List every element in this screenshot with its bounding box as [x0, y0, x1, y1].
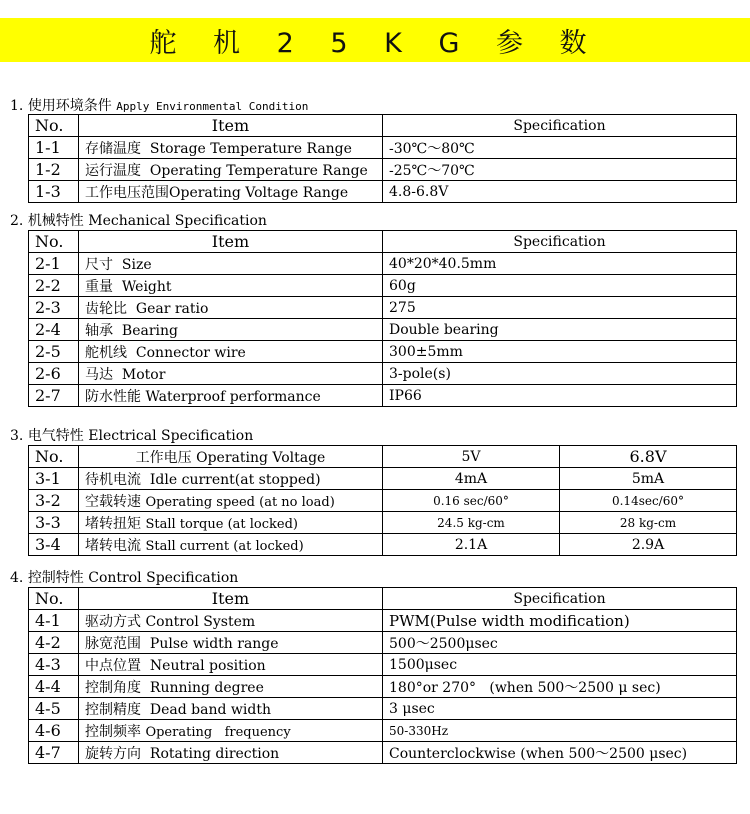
- table-row: 1-2 运行温度 Operating Temperature Range -25℃～70℃: [29, 159, 737, 181]
- title-banner: [0, 18, 750, 62]
- table-header-row: No. Item Specification: [29, 588, 737, 610]
- control-table: [28, 587, 737, 764]
- table-row: 3-2 空载转速 Operating speed (at no load) 0.16 sec/60° 0.14sec/60°: [29, 490, 737, 512]
- table-row: 3-1 待机电流 Idle current(at stopped) 4mA 5mA: [29, 468, 737, 490]
- table-row: 2-7 防水性能 Waterproof performance IP66: [29, 385, 737, 407]
- table-row: 2-5 舵机线 Connector wire 300±5mm: [29, 341, 737, 363]
- table-row: 4-1 驱动方式 Control System PWM(Pulse width modification): [29, 610, 737, 632]
- page-title: 舵 机 2 5 K G 参 数: [149, 27, 601, 59]
- table-row: 4-5 控制精度 Dead band width 3 μsec: [29, 698, 737, 720]
- table-row: 4-7 旋转方向 Rotating direction Counterclockwise (when 500～2500 μsec): [29, 742, 737, 764]
- table-row: 4-4 控制角度 Running degree 180°or 270° (when 500～2500 μ sec): [29, 676, 737, 698]
- table-row: 1-3 工作电压范围Operating Voltage Range 4.8-6.8V: [29, 181, 737, 203]
- electrical-table: [28, 445, 737, 556]
- table-header-row: No. Item Specification: [29, 231, 737, 253]
- table-row: 2-6 马达 Motor 3-pole(s): [29, 363, 737, 385]
- table-row: 3-4 堵转电流 Stall current (at locked) 2.1A 2.9A: [29, 534, 737, 556]
- table-row: 2-1 尺寸 Size 40*20*40.5mm: [29, 253, 737, 275]
- environment-table: [28, 114, 737, 203]
- mechanical-table: [28, 230, 737, 407]
- table-row: 2-4 轴承 Bearing Double bearing: [29, 319, 737, 341]
- table-header-row: No. Item Specification: [29, 115, 737, 137]
- section-heading-mechanical: 2. 机械特性 Mechanical Specification: [10, 213, 267, 229]
- table-row: 2-2 重量 Weight 60g: [29, 275, 737, 297]
- table-row: 1-1 存储温度 Storage Temperature Range -30℃～80℃: [29, 137, 737, 159]
- table-row: 4-2 脉宽范围 Pulse width range 500～2500μsec: [29, 632, 737, 654]
- section-heading-electrical: 3. 电气特性 Electrical Specification: [10, 428, 254, 444]
- section-heading-control: 4. 控制特性 Control Specification: [10, 570, 239, 586]
- table-row: 3-3 堵转扭矩 Stall torque (at locked) 24.5 kg-cm 28 kg-cm: [29, 512, 737, 534]
- table-row: 4-6 控制频率 Operating frequency 50-330Hz: [29, 720, 737, 742]
- table-row: 4-3 中点位置 Neutral position 1500μsec: [29, 654, 737, 676]
- table-header-row: No. 工作电压 Operating Voltage 5V 6.8V: [29, 446, 737, 468]
- section-heading-environment: 1. 使用环境条件 Apply Environmental Condition: [10, 98, 309, 114]
- table-row: 2-3 齿轮比 Gear ratio 275: [29, 297, 737, 319]
